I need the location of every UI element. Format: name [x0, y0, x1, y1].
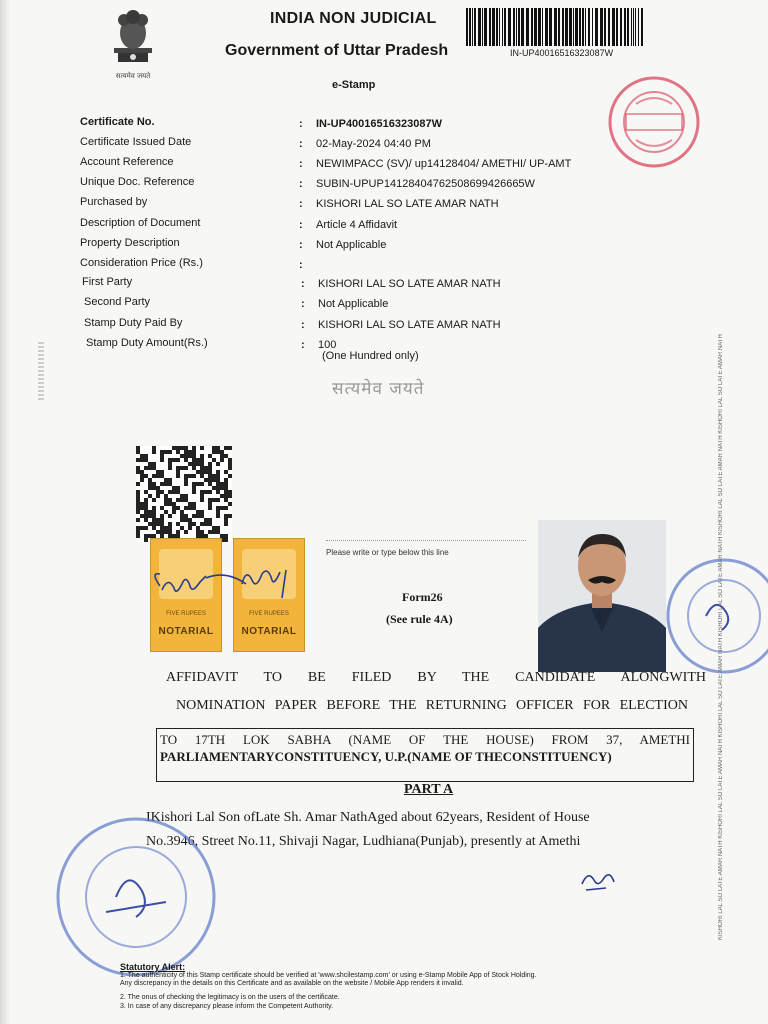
detail-colon: : — [299, 239, 303, 251]
detail-colon: : — [299, 198, 303, 210]
detail-label: Unique Doc. Reference — [80, 176, 195, 188]
affidavit-line-1: AFFIDAVIT TO BE FILED BY THE CANDIDATE ALONGWITH — [166, 670, 706, 685]
detail-value: Article 4 Affidavit — [316, 219, 398, 231]
statutory-alert-item: 2. The onus of checking the legitimacy is on the users of the certificate. — [120, 994, 340, 1001]
detail-value: Not Applicable — [318, 298, 389, 310]
title-line-1: INDIA NON JUDICIAL — [270, 10, 437, 27]
candidate-photo — [538, 520, 666, 672]
detail-label: Description of Document — [80, 217, 201, 229]
side-security-strip: KISHORI LAL SO LATE AMAR NATH KISHORI LAL SO LATE AMAR NATH KISHORI LAL SO LATE AMAR NATH KISHORI LAL SO LATE AMAR NATH KISHORI LAL SO LATE AMAR NATH KISHORI LAL SO LATE AMAR NATH — [718, 334, 724, 940]
detail-label: Purchased by — [80, 196, 148, 208]
emblem-caption: सत्यमेव जयते — [115, 72, 151, 80]
detail-colon: : — [299, 178, 303, 190]
detail-label: First Party — [82, 276, 133, 288]
detail-value: 100 — [318, 339, 337, 351]
detail-colon: : — [299, 259, 303, 271]
form-rule: (See rule 4A) — [386, 612, 453, 626]
page-edge-shadow — [0, 0, 10, 1024]
detail-label: Certificate No. — [80, 116, 155, 128]
amount-in-words: (One Hundred only) — [322, 350, 419, 362]
statutory-alert-title: Statutory Alert: — [120, 962, 186, 972]
detail-value: KISHORI LAL SO LATE AMAR NATH — [316, 198, 499, 210]
detail-colon: : — [301, 278, 305, 290]
detail-label: Stamp Duty Paid By — [84, 317, 183, 329]
stamp-denomination: FIVE RUPEES — [249, 611, 289, 617]
title-line-3: e-Stamp — [332, 79, 376, 91]
left-security-mark — [38, 340, 44, 400]
paragraph-line-2: No.3946, Street No.11, Shivaji Nagar, Ludhiana(Punjab), presently at Amethi — [146, 834, 581, 849]
faint-motto: सत्यमेव जयते — [332, 379, 425, 399]
part-heading: PART A — [404, 782, 454, 797]
detail-label: Account Reference — [80, 156, 174, 168]
title-line-2: Government of Uttar Pradesh — [225, 42, 449, 59]
detail-label: Property Description — [80, 237, 180, 249]
detail-colon: : — [299, 158, 303, 170]
detail-colon: : — [301, 339, 305, 351]
handwritten-signature — [146, 560, 316, 602]
detail-label: Certificate Issued Date — [80, 136, 192, 148]
stamp-label: NOTARIAL — [241, 626, 297, 637]
form-title: Form26 — [402, 590, 443, 604]
statutory-alert-item: 1. The authenticity of this Stamp certificate should be verified at 'www.shcilestamp.com' or using e-Stamp Mobile App of Stock Holding. — [120, 972, 537, 979]
stamp-label: NOTARIAL — [158, 626, 214, 637]
barcode-number: IN-UP40016516323087W — [510, 48, 614, 58]
detail-colon: : — [299, 219, 303, 231]
detail-value: 02-May-2024 04:40 PM — [316, 138, 431, 150]
affidavit-line-2: NOMINATION PAPER BEFORE THE RETURNING OFFICER FOR ELECTION — [176, 698, 688, 713]
detail-colon: : — [299, 138, 303, 150]
qr-code — [136, 446, 232, 542]
ink-seal-top — [606, 74, 702, 170]
detail-colon: : — [301, 319, 305, 331]
paragraph-line-1: IKishori Lal Son ofLate Sh. Amar NathAged about 62years, Resident of House — [146, 810, 590, 825]
detail-colon: : — [301, 298, 305, 310]
detail-label: Consideration Price (Rs.) — [80, 257, 203, 269]
stamp-denomination: FIVE RUPEES — [166, 611, 206, 617]
detail-value: KISHORI LAL SO LATE AMAR NATH — [318, 319, 501, 331]
detail-label: Stamp Duty Amount(Rs.) — [86, 337, 208, 349]
statutory-alert-item: Any discrepancy in the details on this Certificate and as available on the website / Mobile App renders it invalid. — [120, 980, 464, 987]
notary-seal-left — [46, 812, 226, 982]
handwritten-initial — [576, 866, 620, 896]
ashoka-emblem-icon — [104, 8, 162, 66]
detail-label: Second Party — [84, 296, 151, 308]
detail-value: SUBIN-UPUP14128404762508699426665W — [316, 178, 535, 190]
detail-colon: : — [299, 118, 303, 130]
constituency-line-2: PARLIAMENTARYCONSTITUENCY, U.P.(NAME OF THECONSTITUENCY) — [160, 749, 612, 764]
barcode — [466, 8, 644, 46]
below-line-note: Please write or type below this line — [326, 548, 449, 557]
detail-value: NEWIMPACC (SV)/ up14128404/ AMETHI/ UP-AMT — [316, 158, 572, 170]
detail-value: Not Applicable — [316, 239, 387, 251]
statutory-alert-item: 3. In case of any discrepancy please inform the Competent Authority. — [120, 1003, 334, 1010]
constituency-line-1: TO 17TH LOK SABHA (NAME OF THE HOUSE) FROM 37, AMETHI — [160, 732, 690, 747]
divider-line — [326, 540, 526, 542]
detail-value: IN-UP40016516323087W — [316, 118, 442, 130]
detail-value: KISHORI LAL SO LATE AMAR NATH — [318, 278, 501, 290]
